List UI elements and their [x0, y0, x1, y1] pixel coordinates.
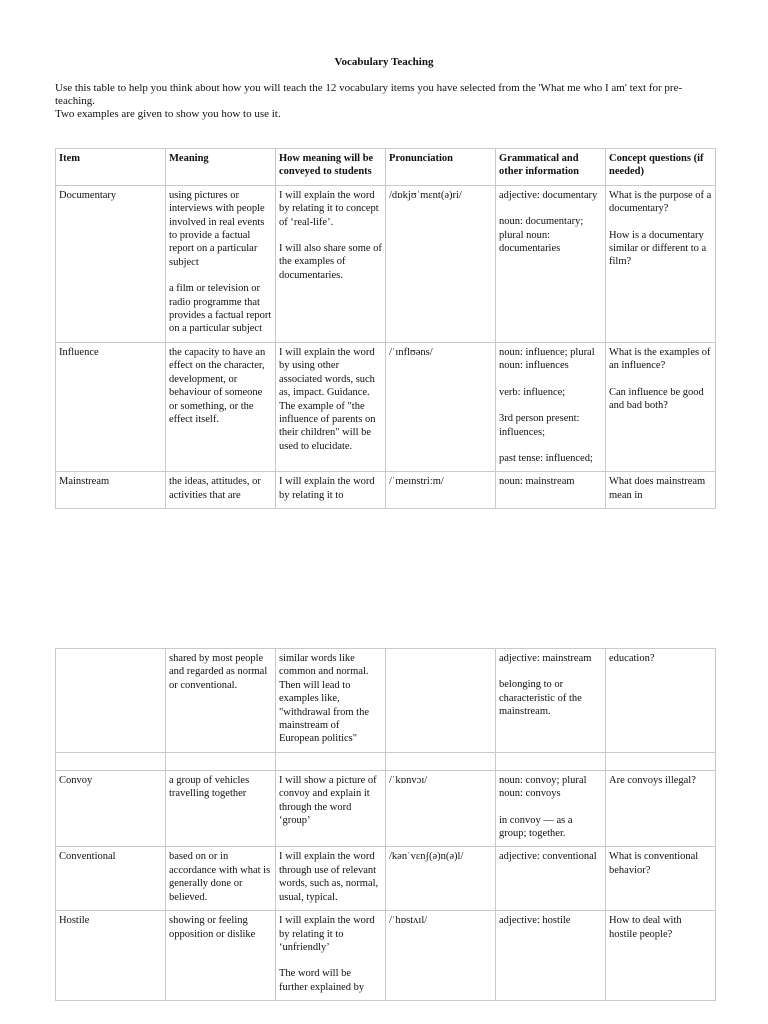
cell-item: Influence — [56, 342, 166, 471]
cell-grammar — [496, 649, 606, 753]
table-row-blank — [56, 752, 716, 770]
concept-text: Can influence be good and bad both? — [609, 386, 704, 412]
grammar-text: noun: documentary; plural noun: documentaries — [499, 216, 584, 255]
table-row-hostile — [56, 911, 716, 1001]
cell-item: Hostile — [56, 911, 166, 1001]
header-concept: Concept questions (if needed) — [606, 149, 716, 186]
intro-text — [55, 82, 715, 121]
vocabulary-table-part-2 — [55, 648, 716, 1001]
vocabulary-table-part-1 — [55, 148, 716, 509]
cell-meaning: the capacity to have an effect on the character, development, or behaviour of someone or something, or the effect itself. — [166, 342, 276, 471]
cell-pronunciation: /kənˈvɛnʃ(ə)n(ə)l/ — [386, 847, 496, 911]
grammar-text: belonging to or characteristic of the mainstream. — [499, 679, 582, 718]
cell-pronunciation: /ˈɪnflʊəns/ — [386, 342, 496, 471]
concept-text: What is the purpose of a documentary? — [609, 189, 712, 215]
cell-concept: What does mainstream mean in — [606, 472, 716, 509]
table-row-documentary — [56, 185, 716, 342]
cell-meaning — [166, 185, 276, 342]
cell-conveyed: I will explain the word by relating it to — [276, 472, 386, 509]
conveyed-text: The example of "the influence of parents on their children" will be used to elucidate. — [279, 400, 376, 452]
cell-concept: Are convoys illegal? — [606, 770, 716, 847]
header-conveyed: How meaning will be conveyed to students — [276, 149, 386, 186]
cell-meaning: showing or feeling opposition or dislike — [166, 911, 276, 1001]
table-row-mainstream-cont — [56, 649, 716, 753]
header-item: Item — [56, 149, 166, 186]
blank-cell — [166, 752, 276, 770]
cell-conveyed — [276, 342, 386, 471]
intro-line-2: Two examples are given to show you how to use it. — [55, 108, 281, 120]
cell-item: Convoy — [56, 770, 166, 847]
cell-concept: What is conventional behavior? — [606, 847, 716, 911]
blank-cell — [386, 752, 496, 770]
cell-concept: education? — [606, 649, 716, 753]
grammar-text: adjective: mainstream — [499, 653, 592, 664]
cell-concept — [606, 185, 716, 342]
cell-grammar — [496, 770, 606, 847]
cell-conveyed: similar words like common and normal. Then will lead to examples like, "withdrawal from the mainstream of European politics" — [276, 649, 386, 753]
cell-concept — [606, 342, 716, 471]
grammar-text: noun: influence; plural noun: influences — [499, 346, 595, 372]
cell-grammar — [496, 185, 606, 342]
table-row-influence — [56, 342, 716, 471]
grammar-text: verb: influence; — [499, 386, 566, 398]
cell-pronunciation: /ˈmeɪnstriːm/ — [386, 472, 496, 509]
cell-grammar: adjective: hostile — [496, 911, 606, 1001]
cell-pronunciation — [386, 649, 496, 753]
meaning-text: using pictures or interviews with people involved in real events to provide a factual report on a particular subject — [169, 189, 265, 268]
blank-cell — [276, 752, 386, 770]
cell-pronunciation: /ˈkɒnvɔɪ/ — [386, 770, 496, 847]
cell-conveyed: I will explain the word through use of relevant words, such as, normal, usual, typical. — [276, 847, 386, 911]
intro-line-1: Use this table to help you think about how you will teach the 12 vocabulary items you have selected from the 'What me who I am' text for pre-teaching. — [55, 82, 683, 107]
conveyed-text: I will explain the word by relating it to concept of ‘real-life’. — [279, 189, 379, 228]
table-row-convoy — [56, 770, 716, 847]
cell-pronunciation: /ˈhɒstʌɪl/ — [386, 911, 496, 1001]
header-meaning: Meaning — [166, 149, 276, 186]
cell-grammar: noun: mainstream — [496, 472, 606, 509]
blank-cell — [496, 752, 606, 770]
cell-meaning: the ideas, attitudes, or activities that are — [166, 472, 276, 509]
header-grammar: Grammatical and other information — [496, 149, 606, 186]
cell-item: Documentary — [56, 185, 166, 342]
cell-meaning: a group of vehicles travelling together — [166, 770, 276, 847]
conveyed-text: I will explain the word by relating it to ‘unfriendly’ — [279, 915, 375, 953]
cell-meaning: based on or in accordance with what is generally done or believed. — [166, 847, 276, 911]
grammar-text: noun: convoy; plural noun: convoys — [499, 774, 587, 800]
header-pronunciation: Pronunciation — [386, 149, 496, 186]
grammar-text: adjective: documentary — [499, 189, 598, 201]
cell-conveyed: I will show a picture of convoy and explain it through the word ‘group’ — [276, 770, 386, 847]
concept-text: How is a documentary similar or different to a film? — [609, 229, 707, 268]
conveyed-text: I will explain the word by using other associated words, such as, impact. Guidance. — [279, 346, 375, 399]
cell-conveyed — [276, 185, 386, 342]
table-row-mainstream-start — [56, 472, 716, 509]
table-row-conventional — [56, 847, 716, 911]
blank-cell — [56, 752, 166, 770]
cell-item — [56, 649, 166, 753]
document-title: Vocabulary Teaching — [334, 56, 434, 68]
cell-item: Conventional — [56, 847, 166, 911]
conveyed-text: The word will be further explained by — [279, 968, 365, 993]
meaning-text: a film or television or radio programme that provides a factual report on a particular subject — [169, 283, 272, 335]
cell-grammar — [496, 342, 606, 471]
concept-text: What is the examples of an influence? — [609, 346, 711, 372]
cell-conveyed — [276, 911, 386, 1001]
table-header-row — [56, 149, 716, 186]
grammar-text: 3rd person present: influences; — [499, 413, 580, 438]
conveyed-text: I will also share some of the examples of documentaries. — [279, 243, 382, 281]
cell-meaning: shared by most people and regarded as normal or conventional. — [166, 649, 276, 753]
blank-cell — [606, 752, 716, 770]
grammar-text: in convoy — as a group; together. — [499, 814, 573, 840]
grammar-text: past tense: influenced; — [499, 452, 593, 464]
cell-item: Mainstream — [56, 472, 166, 509]
cell-pronunciation: /dɒkjʊˈmɛnt(ə)ri/ — [386, 185, 496, 342]
cell-concept: How to deal with hostile people? — [606, 911, 716, 1001]
cell-grammar: adjective: conventional — [496, 847, 606, 911]
